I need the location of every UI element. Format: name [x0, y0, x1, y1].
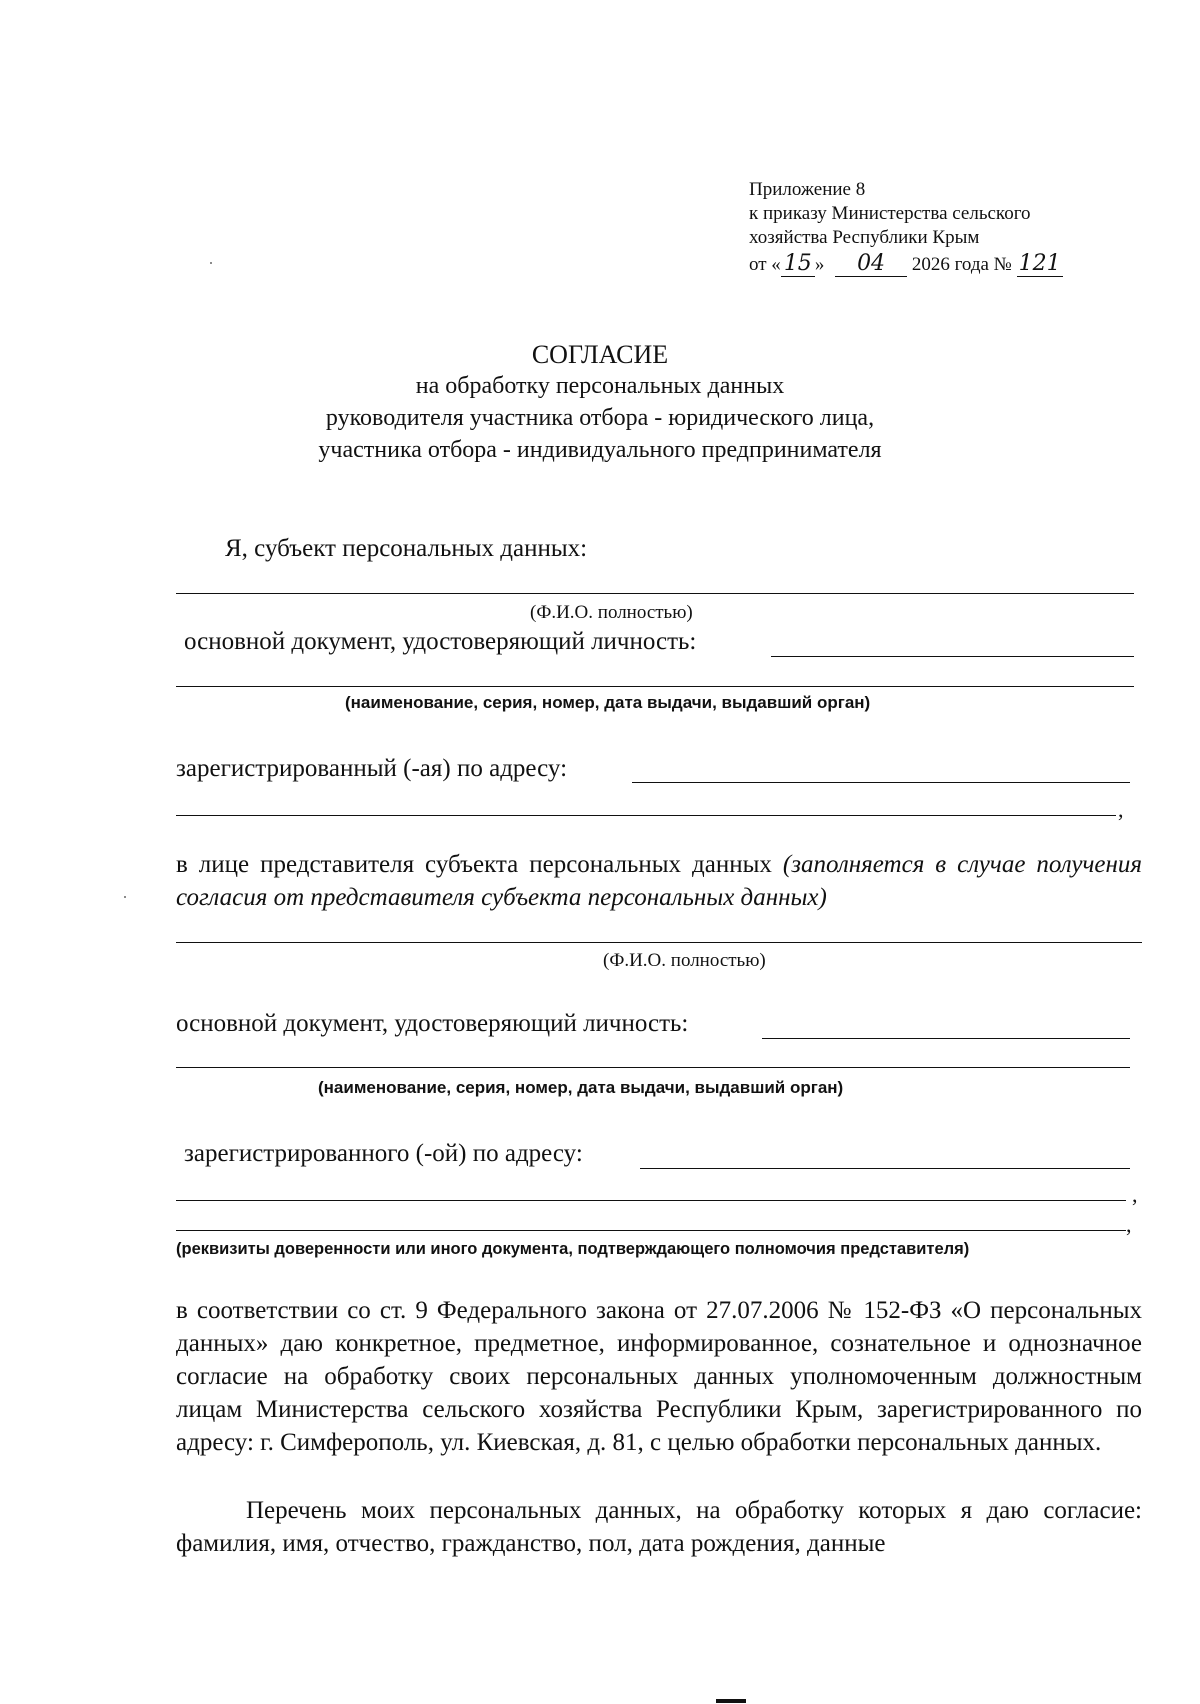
appendix-line-1: Приложение 8	[749, 179, 866, 200]
scan-speck-1	[210, 262, 212, 264]
doc-caption-1: (наименование, серия, номер, дата выдачи, выдавший орган)	[345, 693, 871, 712]
address-field-line-1b[interactable]	[176, 815, 1116, 816]
doc-field-line-2a[interactable]	[762, 1038, 1130, 1039]
appendix-line-2: к приказу Министерства сельского	[749, 203, 1031, 224]
doc-caption-2: (наименование, серия, номер, дата выдачи, выдавший орган)	[318, 1078, 844, 1097]
subtitle-line-2: руководителя участника отбора - юридического лица,	[325, 405, 875, 431]
fio-caption-2: (Ф.И.О. полностью)	[603, 950, 766, 971]
fio-caption-1: (Ф.И.О. полностью)	[530, 602, 693, 623]
date-day-close: »	[814, 254, 825, 275]
doc-field-line-1a[interactable]	[771, 656, 1134, 657]
address-comma-1: ,	[1118, 797, 1124, 822]
rep-fio-field-line[interactable]	[176, 942, 1142, 943]
subtitle-line-3: участника отбора - индивидуального предпринимателя	[318, 437, 882, 463]
proxy-caption: (реквизиты доверенности или иного документа, подтверждающего полномочия представителя)	[176, 1240, 970, 1258]
subtitle-line-1: на обработку персональных данных	[415, 373, 785, 399]
proxy-field-line[interactable]	[176, 1230, 1126, 1231]
fio-field-line-1[interactable]	[176, 593, 1134, 594]
handwritten-day: 15	[781, 252, 815, 277]
handwritten-month: 04	[835, 252, 907, 277]
address-label-2: зарегистрированного (-ой) по адресу:	[184, 1140, 583, 1167]
address-label-1: зарегистрированный (-ая) по адресу:	[176, 755, 568, 782]
consent-paragraph: в соответствии со ст. 9 Федерального закона от 27.07.2006 № 152-ФЗ «О персональных данных» даю конкретное, предметное, информированное, сознательное и однозначное согласие на обработку своих персональных данных уполномоченным должностным лицам Министерства сельского хозяйства Республики Крым, зарегистрированного по адресу: г. Симферополь, ул. Киевская, д. 81, с целью обработки персональных данных.	[176, 1297, 1142, 1456]
address-field-line-1a[interactable]	[632, 782, 1130, 783]
doc-field-line-1b[interactable]	[176, 686, 1134, 687]
address-comma-2: ,	[1132, 1182, 1138, 1207]
address-field-line-2a[interactable]	[640, 1168, 1130, 1169]
appendix-line-3: хозяйства Республики Крым	[749, 227, 980, 248]
proxy-comma: ,	[1126, 1212, 1132, 1237]
page-footer-mark	[716, 1699, 746, 1703]
doc-label-1: основной документ, удостоверяющий личность:	[184, 628, 697, 655]
document-title: СОГЛАСИЕ	[531, 340, 669, 369]
appendix-date-line	[749, 252, 1063, 277]
address-field-line-2b[interactable]	[176, 1200, 1126, 1201]
scan-speck-2	[124, 896, 126, 898]
subject-intro: Я, субъект персональных данных:	[225, 535, 588, 562]
representative-note: (заполняется в случае получения согласия от представителя субъекта персональных данных)	[176, 851, 1142, 911]
representative-paragraph: в лице представителя субъекта персональных данных (заполняется в случае получения согласия от представителя субъекта персональных данных)	[176, 851, 1142, 911]
doc-label-2: основной документ, удостоверяющий личность:	[176, 1010, 689, 1037]
doc-field-line-2b[interactable]	[176, 1067, 1130, 1068]
date-prefix: от «	[749, 254, 781, 275]
data-list-paragraph: Перечень моих персональных данных, на обработку которых я даю согласие: фамилия, имя, отчество, гражданство, пол, дата рождения, данные	[176, 1497, 1142, 1557]
date-year-text: 2026 года №	[911, 254, 1012, 275]
handwritten-order-number: 121	[1018, 251, 1061, 276]
